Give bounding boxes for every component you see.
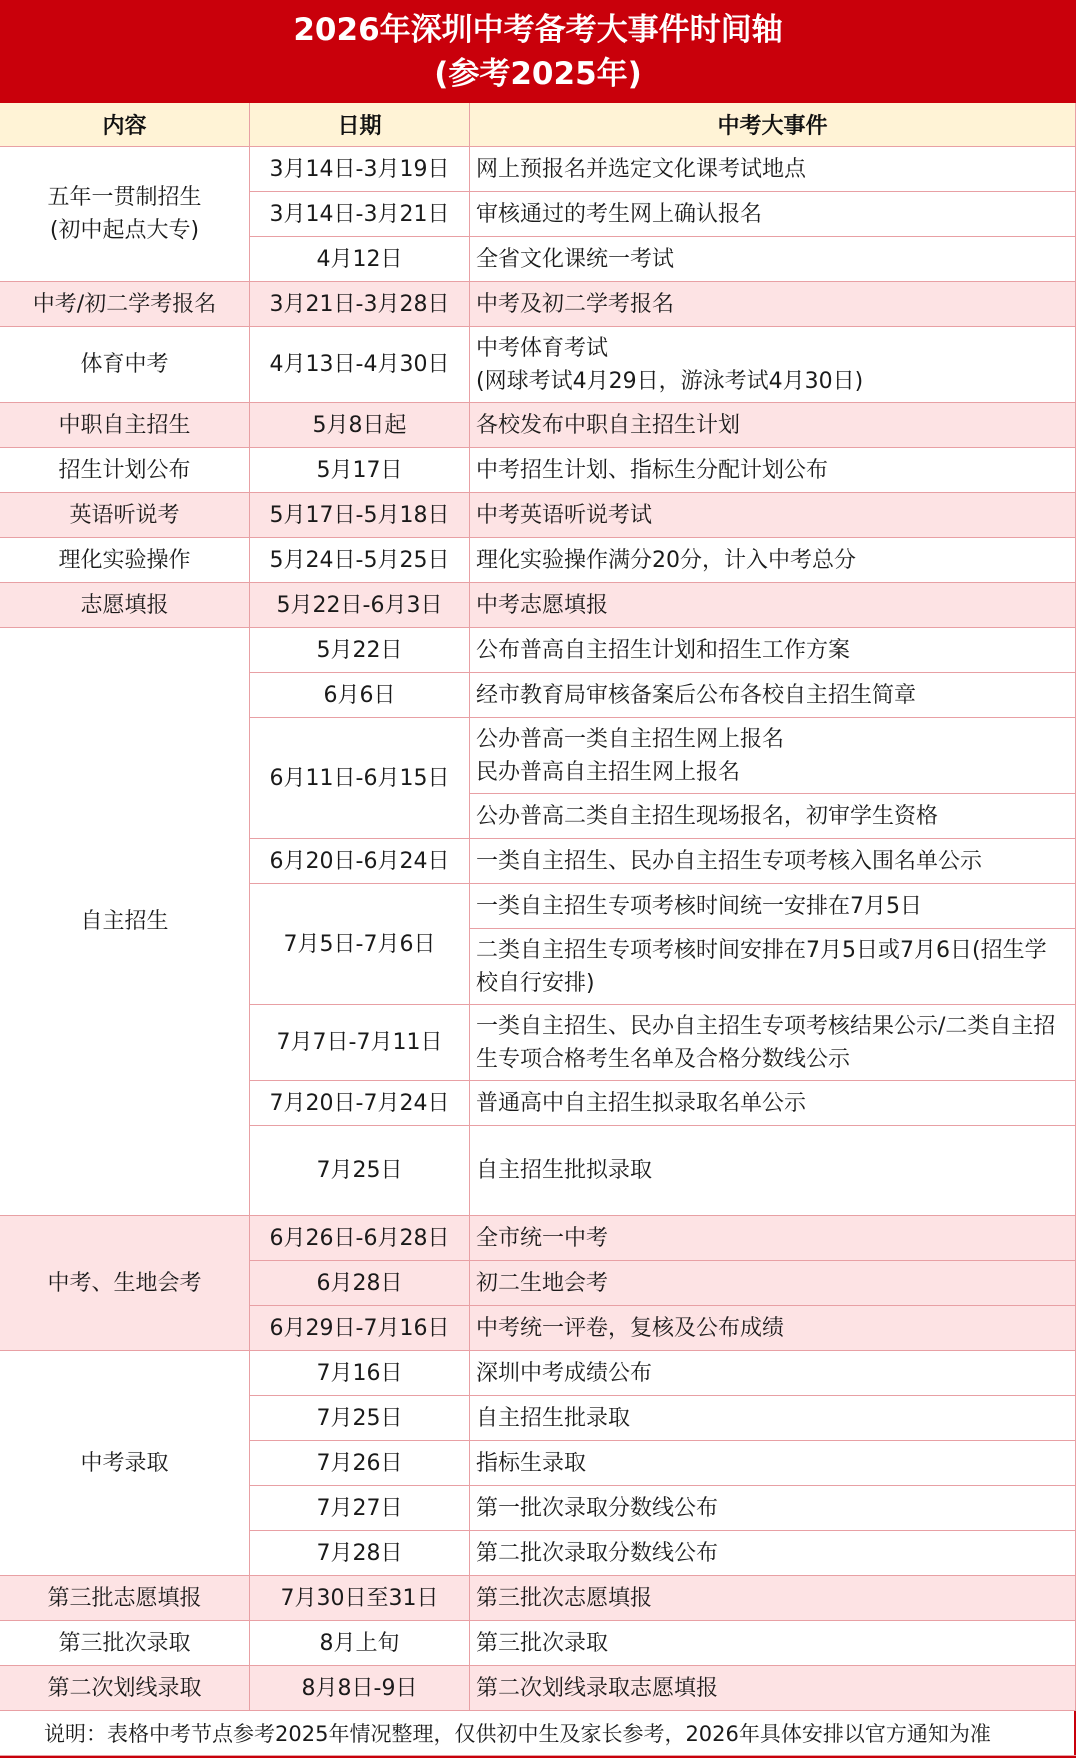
event-cell: 各校发布中职自主招生计划 bbox=[470, 403, 1076, 448]
event-cell bbox=[470, 327, 1076, 403]
date-cell: 6月6日 bbox=[250, 673, 470, 718]
date-cell: 5月24日-5月25日 bbox=[250, 538, 470, 583]
event-cell: 第二批次录取分数线公布 bbox=[470, 1531, 1076, 1576]
date-cell: 7月25日 bbox=[250, 1396, 470, 1441]
footnote: 说明：表格中考节点参考2025年情况整理，仅供初中生及家长参考，2026年具体安排以官方通知为准 bbox=[0, 1711, 1076, 1756]
category-wunian-line2: (初中起点大专) bbox=[49, 218, 200, 243]
event-cell: 中考统一评卷，复核及公布成绩 bbox=[470, 1306, 1076, 1351]
event-cell: 第一批次录取分数线公布 bbox=[470, 1486, 1076, 1531]
date-cell: 5月17日-5月18日 bbox=[250, 493, 470, 538]
event-cell: 普通高中自主招生拟录取名单公示 bbox=[470, 1081, 1076, 1126]
header-date: 日期 bbox=[250, 103, 470, 147]
date-cell: 5月22日 bbox=[250, 628, 470, 673]
event-cell: 公布普高自主招生计划和招生工作方案 bbox=[470, 628, 1076, 673]
category-lihua: 理化实验操作 bbox=[0, 538, 250, 583]
date-cell: 8月上旬 bbox=[250, 1621, 470, 1666]
event-cell: 第三批次录取 bbox=[470, 1621, 1076, 1666]
event-cell: 理化实验操作满分20分，计入中考总分 bbox=[470, 538, 1076, 583]
event-cell: 二类自主招生专项考核时间安排在7月5日或7月6日(招生学校自行安排) bbox=[470, 929, 1076, 1005]
event-cell: 指标生录取 bbox=[470, 1441, 1076, 1486]
category-zizhu: 自主招生 bbox=[0, 628, 250, 1216]
date-cell: 6月29日-7月16日 bbox=[250, 1306, 470, 1351]
category-disanpi-zhiyuan: 第三批志愿填报 bbox=[0, 1576, 250, 1621]
date-cell: 7月7日-7月11日 bbox=[250, 1005, 470, 1081]
event-cell: 自主招生批录取 bbox=[470, 1396, 1076, 1441]
date-cell: 7月30日至31日 bbox=[250, 1576, 470, 1621]
category-yingyu: 英语听说考 bbox=[0, 493, 250, 538]
event-cell: 一类自主招生专项考核时间统一安排在7月5日 bbox=[470, 884, 1076, 929]
event-cell: 中考及初二学考报名 bbox=[470, 282, 1076, 327]
date-cell: 5月22日-6月3日 bbox=[250, 583, 470, 628]
date-cell: 6月20日-6月24日 bbox=[250, 839, 470, 884]
category-wunian-line1: 五年一贯制招生 bbox=[47, 185, 202, 210]
event-cell: 第三批次志愿填报 bbox=[470, 1576, 1076, 1621]
date-cell: 7月25日 bbox=[250, 1126, 470, 1216]
date-cell: 7月20日-7月24日 bbox=[250, 1081, 470, 1126]
event-line: 民办普高自主招生网上报名 bbox=[476, 759, 741, 785]
category-zhongzhi: 中职自主招生 bbox=[0, 403, 250, 448]
event-cell: 初二生地会考 bbox=[470, 1261, 1076, 1306]
event-cell bbox=[470, 718, 1076, 794]
event-cell: 一类自主招生、民办自主招生专项考核结果公示/二类自主招生专项合格考生名单及合格分数线公示 bbox=[470, 1005, 1076, 1081]
category-huikao: 中考、生地会考 bbox=[0, 1216, 250, 1351]
category-jihua: 招生计划公布 bbox=[0, 448, 250, 493]
category-baoming: 中考/初二学考报名 bbox=[0, 282, 250, 327]
event-cell: 自主招生批拟录取 bbox=[470, 1126, 1076, 1216]
date-cell: 7月26日 bbox=[250, 1441, 470, 1486]
title-line-1: 2026年深圳中考备考大事件时间轴 bbox=[293, 11, 783, 48]
event-cell: 全省文化课统一考试 bbox=[470, 237, 1076, 282]
date-cell: 6月28日 bbox=[250, 1261, 470, 1306]
category-disanpi-luqu: 第三批次录取 bbox=[0, 1621, 250, 1666]
event-cell: 中考英语听说考试 bbox=[470, 493, 1076, 538]
date-cell: 5月8日起 bbox=[250, 403, 470, 448]
date-cell: 7月28日 bbox=[250, 1531, 470, 1576]
event-cell: 一类自主招生、民办自主招生专项考核入围名单公示 bbox=[470, 839, 1076, 884]
event-cell: 经市教育局审核备案后公布各校自主招生简章 bbox=[470, 673, 1076, 718]
category-zhiyuan: 志愿填报 bbox=[0, 583, 250, 628]
event-cell: 公办普高二类自主招生现场报名，初审学生资格 bbox=[470, 794, 1076, 839]
event-cell: 第二次划线录取志愿填报 bbox=[470, 1666, 1076, 1711]
date-cell: 7月27日 bbox=[250, 1486, 470, 1531]
event-line: 中考体育考试 bbox=[476, 335, 609, 361]
category-erci: 第二次划线录取 bbox=[0, 1666, 250, 1711]
category-tiyu: 体育中考 bbox=[0, 327, 250, 403]
date-cell: 4月13日-4月30日 bbox=[250, 327, 470, 403]
event-cell: 网上预报名并选定文化课考试地点 bbox=[470, 147, 1076, 192]
date-cell: 3月21日-3月28日 bbox=[250, 282, 470, 327]
table-title bbox=[0, 0, 1076, 103]
event-cell: 深圳中考成绩公布 bbox=[470, 1351, 1076, 1396]
event-cell: 中考志愿填报 bbox=[470, 583, 1076, 628]
category-wunian bbox=[0, 147, 250, 282]
header-event: 中考大事件 bbox=[470, 103, 1076, 147]
event-line: 公办普高一类自主招生网上报名 bbox=[476, 726, 785, 752]
event-cell: 全市统一中考 bbox=[470, 1216, 1076, 1261]
date-cell: 4月12日 bbox=[250, 237, 470, 282]
event-cell: 审核通过的考生网上确认报名 bbox=[470, 192, 1076, 237]
date-cell: 3月14日-3月21日 bbox=[250, 192, 470, 237]
event-line: (网球考试4月29日，游泳考试4月30日) bbox=[476, 368, 864, 394]
category-luqu: 中考录取 bbox=[0, 1351, 250, 1576]
date-cell: 6月26日-6月28日 bbox=[250, 1216, 470, 1261]
date-cell: 7月5日-7月6日 bbox=[250, 884, 470, 1005]
date-cell: 8月8日-9日 bbox=[250, 1666, 470, 1711]
date-cell: 6月11日-6月15日 bbox=[250, 718, 470, 839]
event-cell: 中考招生计划、指标生分配计划公布 bbox=[470, 448, 1076, 493]
date-cell: 7月16日 bbox=[250, 1351, 470, 1396]
title-line-2: (参考2025年) bbox=[434, 55, 642, 92]
header-content: 内容 bbox=[0, 103, 250, 147]
date-cell: 5月17日 bbox=[250, 448, 470, 493]
date-cell: 3月14日-3月19日 bbox=[250, 147, 470, 192]
